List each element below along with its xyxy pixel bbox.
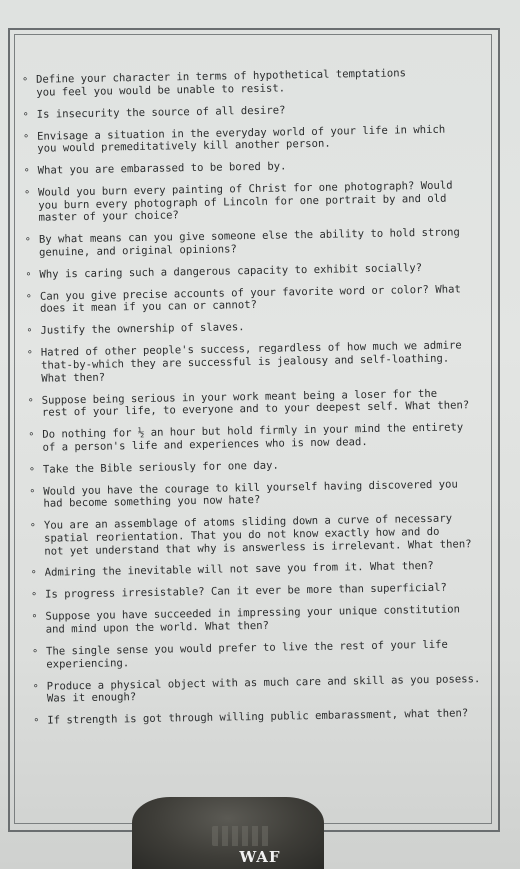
list-item xyxy=(30,512,517,558)
item-text: The single sense you would prefer to live the rest of your life experiencing. xyxy=(45,638,448,671)
item-text: If strength is got through willing public embarassment, what then? xyxy=(47,707,469,727)
item-text: Take the Bible seriously for one day. xyxy=(42,459,279,476)
list-item xyxy=(25,260,511,281)
bullet-icon: ∘ xyxy=(33,714,40,727)
bullet-icon: ∘ xyxy=(26,325,33,337)
list-item xyxy=(33,672,519,706)
item-text: Produce a physical object with as much care and skill as you posess. Was it enough? xyxy=(46,672,481,705)
item-text: Would you have the courage to kill yourself having discovered you had become something you now hate? xyxy=(43,478,458,511)
item-text: What you are embarassed to be bored by. xyxy=(37,160,287,177)
list-item xyxy=(23,100,509,121)
bullet-icon: ∘ xyxy=(31,645,39,657)
bullet-icon: ∘ xyxy=(24,234,32,246)
item-text: Hatred of other people's success, regardless of how much we admire that-by-which they are successful is jealousy and self-loathing. What then? xyxy=(40,339,462,385)
item-text: Do nothing for ½ an hour but hold firmly in your mind the entirety of a person's life and experiences who is now dead. xyxy=(42,421,464,454)
bullet-icon: ∘ xyxy=(22,130,30,142)
bullet-icon: ∘ xyxy=(26,347,33,359)
item-text: You are an assemblage of atoms sliding down a curve of necessary spatial reorientation. That you do not know exactly how and do not yet understand that why is answerless is irrelevant. What then? xyxy=(43,512,472,558)
list-item xyxy=(29,477,515,511)
list-item xyxy=(29,455,515,476)
watermark-logo: WAF xyxy=(239,848,281,866)
question-list xyxy=(22,66,519,738)
bullet-icon: ∘ xyxy=(25,290,33,302)
item-text: Why is caring such a dangerous capacity to exhibit socially? xyxy=(39,261,423,281)
item-text: By what means can you give someone else the ability to hold strong genuine, and original opinions? xyxy=(38,226,460,259)
list-item xyxy=(27,339,514,385)
list-item xyxy=(24,179,511,225)
bullet-icon: ∘ xyxy=(32,680,39,692)
list-item xyxy=(24,157,510,178)
item-text: Envisage a situation in the everyday world of your life in which you would premeditatively kill another person. xyxy=(36,123,446,155)
list-item xyxy=(28,421,514,455)
bullet-icon: ∘ xyxy=(23,165,30,177)
list-item xyxy=(33,707,519,728)
list-item xyxy=(28,386,514,420)
item-text: Would you burn every painting of Christ for one photograph? Would you burn every photograph of Lincoln for one portrait by and old master of your choice? xyxy=(37,179,453,225)
bullet-icon: ∘ xyxy=(23,187,31,199)
vent-grille xyxy=(212,826,272,846)
bullet-icon: ∘ xyxy=(28,463,36,475)
item-text: Is insecurity the source of all desire? xyxy=(36,103,286,121)
list-item xyxy=(26,282,512,316)
bullet-icon: ∘ xyxy=(27,394,34,406)
bullet-icon: ∘ xyxy=(22,73,29,85)
bullet-icon: ∘ xyxy=(31,611,38,623)
bullet-icon: ∘ xyxy=(30,567,37,579)
item-text: Suppose you have succeeded in impressing your unique constitution and mind upon the world. What then? xyxy=(45,603,461,636)
bullet-icon: ∘ xyxy=(22,108,29,120)
list-item xyxy=(31,603,517,637)
list-item xyxy=(25,226,511,260)
bullet-icon: ∘ xyxy=(29,520,37,532)
item-text: Is progress irresistable? Can it ever be more than superficial? xyxy=(44,582,447,602)
item-text: Suppose being serious in your work meant being a loser for the rest of your life, to everyone and to your deepest self. What then? xyxy=(41,387,470,419)
bullet-icon: ∘ xyxy=(30,589,38,601)
bullet-icon: ∘ xyxy=(25,268,32,280)
item-text: Justify the ownership of slaves. xyxy=(40,321,245,338)
list-item xyxy=(23,122,509,156)
list-item xyxy=(32,637,518,671)
item-text: Admiring the inevitable will not save you from it. What then? xyxy=(44,560,434,580)
list-item xyxy=(26,317,512,338)
item-text: Can you give precise accounts of your favorite word or color? What does it mean if you can or cannot? xyxy=(39,283,461,316)
list-item xyxy=(31,559,517,580)
item-text: Define your character in terms of hypothetical temptations you feel you would be unable to resist. xyxy=(35,67,407,99)
bullet-icon: ∘ xyxy=(29,485,36,497)
list-item xyxy=(31,581,517,602)
bullet-icon: ∘ xyxy=(28,429,35,441)
